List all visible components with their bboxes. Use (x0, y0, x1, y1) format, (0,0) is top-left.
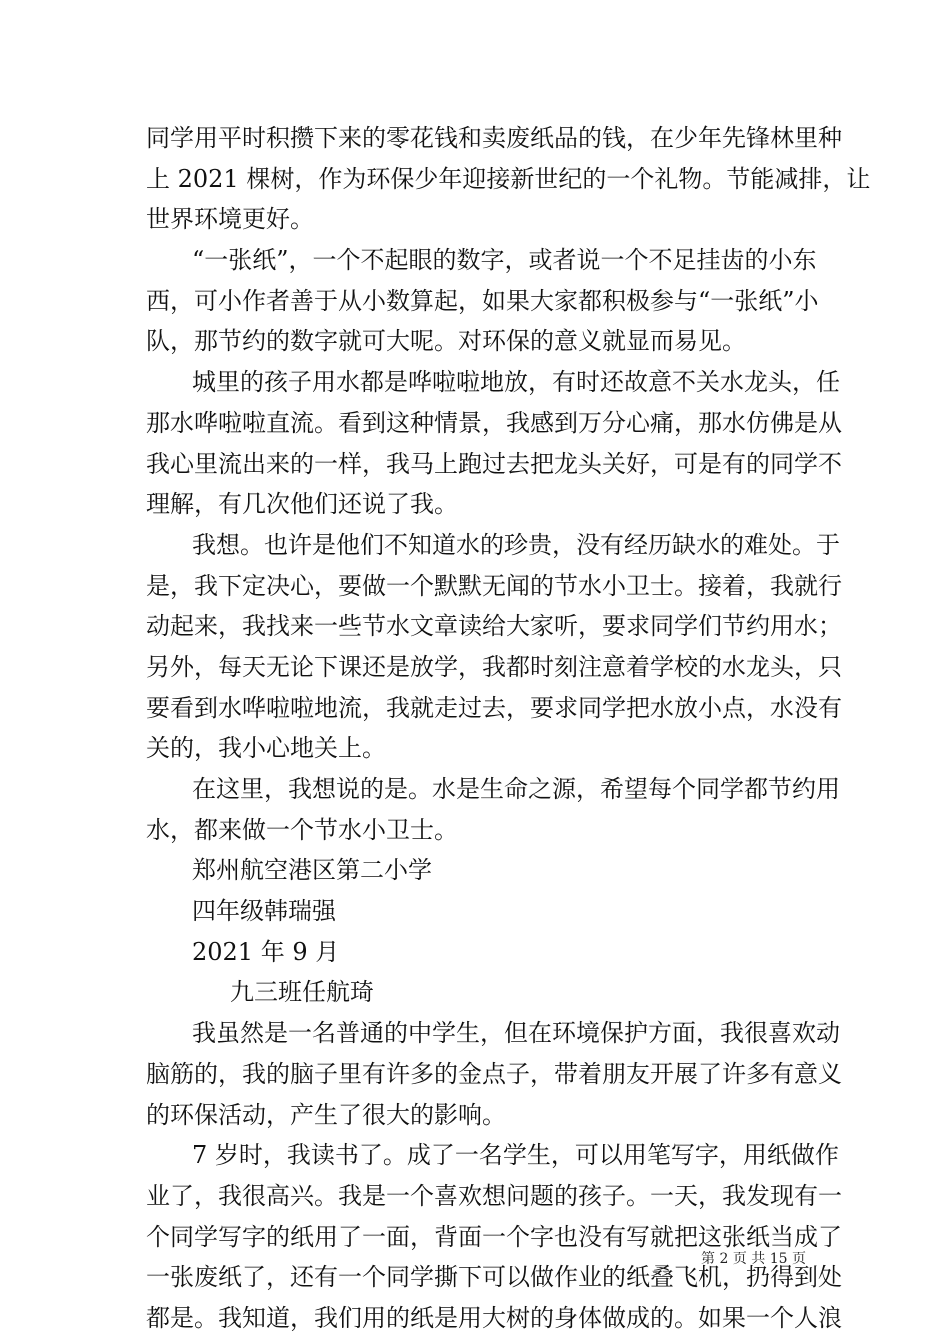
text-line: 的环保活动，产生了很大的影响。 (146, 1100, 506, 1129)
text-line: 九三班任航琦 (230, 978, 374, 1007)
text-line: 理解，有几次他们还说了我。 (146, 490, 458, 519)
text-line: 郑州航空港区第二小学 (192, 856, 432, 885)
text-line: 城里的孩子用水都是哗啦啦地放，有时还故意不关水龙头，任 (192, 368, 840, 397)
page-number: 第 2 页 共 15 页 (701, 1251, 806, 1267)
text-line: 要看到水哗啦啦地流，我就走过去，要求同学把水放小点，水没有 (146, 693, 842, 722)
text-line: 一张废纸了，还有一个同学撕下可以做作业的纸叠飞机，扔得到处 (146, 1263, 842, 1292)
text-line: 关的，我小心地关上。 (146, 734, 386, 763)
text-line: 世界环境更好。 (146, 205, 314, 234)
text-line: 业了，我很高兴。我是一个喜欢想问题的孩子。一天，我发现有一 (146, 1181, 842, 1210)
text-line: 水，都来做一个节水小卫士。 (146, 815, 458, 844)
text-line: 另外，每天无论下课还是放学，我都时刻注意着学校的水龙头，只 (146, 652, 842, 681)
text-line: 2021 年 9 月 (192, 937, 340, 966)
text-line: 动起来，我找来一些节水文章读给大家听，要求同学们节约用水； (146, 612, 842, 641)
text-line: 四年级韩瑞强 (192, 897, 336, 926)
text-line: 西，可小作者善于从小数算起，如果大家都积极参与“一张纸”小 (146, 286, 819, 315)
text-line: 上 2021 棵树，作为环保少年迎接新世纪的一个礼物。节能减排，让 (146, 164, 871, 193)
text-line: 同学用平时积攒下来的零花钱和卖废纸品的钱，在少年先锋林里种 (146, 124, 842, 152)
text-line: 7 岁时，我读书了。成了一名学生，可以用笔写字，用纸做作 (192, 1141, 839, 1170)
text-line: 是，我下定决心，要做一个默默无闻的节水小卫士。接着，我就行 (146, 571, 842, 600)
text-line: 我心里流出来的一样，我马上跑过去把龙头关好，可是有的同学不 (146, 449, 842, 478)
text-line: 我虽然是一名普通的中学生，但在环境保护方面，我很喜欢动 (192, 1019, 840, 1048)
text-line: “一张纸”，一个不起眼的数字，或者说一个不足挂齿的小东 (192, 246, 817, 275)
text-line: 都是。我知道，我们用的纸是用大树的身体做成的。如果一个人浪 (146, 1303, 842, 1332)
text-line: 个同学写字的纸用了一面，背面一个字也没有写就把这张纸当成了 (146, 1222, 842, 1251)
body-text (146, 118, 871, 1339)
text-line: 队，那节约的数字就可大呢。对环保的意义就显而易见。 (146, 327, 746, 356)
text-line: 脑筋的，我的脑子里有许多的金点子，带着朋友开展了许多有意义 (146, 1059, 842, 1088)
text-line: 在这里，我想说的是。水是生命之源，希望每个同学都节约用 (192, 775, 840, 803)
text-line: 那水哗啦啦直流。看到这种情景，我感到万分心痛，那水仿佛是从 (146, 408, 842, 437)
text-line: 我想。也许是他们不知道水的珍贵，没有经历缺水的难处。于 (192, 530, 840, 559)
